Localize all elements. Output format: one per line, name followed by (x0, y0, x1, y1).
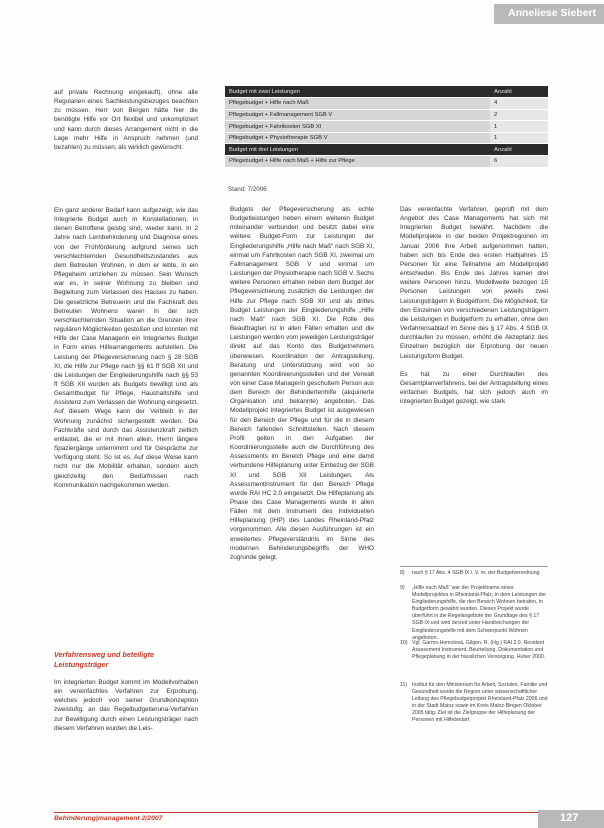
table-header-row (225, 144, 548, 156)
footnote (400, 585, 548, 642)
table-caption: Stand: 7/2006 (228, 186, 267, 193)
column3-text (400, 205, 548, 406)
table-cell-label: Pflegebudget + Physiotherapie SGB V (225, 132, 490, 144)
footnote-number: 10) (400, 640, 408, 646)
footnote (400, 640, 548, 661)
table-row (225, 98, 548, 110)
footnote (400, 570, 548, 577)
table-cell-value: 1 (490, 121, 548, 133)
table-cell-value: 6 (490, 156, 548, 168)
table-cell-label: Pflegebudget + Fallmanagement SGB V (225, 109, 490, 121)
footnote-divider (400, 566, 548, 567)
table-cell-value: 4 (490, 98, 548, 110)
table-cell-label: Pflegebudget + Fahrtkosten SGB XI (225, 121, 490, 133)
table-header-label: Budget mit zwei Leistungen (225, 86, 490, 98)
column1-bottom-text (54, 678, 198, 733)
table-header-value: Anzahl (490, 86, 548, 98)
paragraph: Das vereinfachte Verfahren, geprüft mit dem Angebot des Case Managements hat sich mit Integrierten Budget bewährt. Nachdem die Modellprojekte in der beiden Projektregionen im Januar 2006 ihre Arbeit aufgenommen hatten, haben sich bis Ende des ersten Halbjahres 15 Personen für eine Teilnahme am Modellprojekt entschieden. Bis Ende des Jahres kamen drei weitere Personen hinzu. Modellweite bezogen 15 Personen Leistungen von jeweils zwei Leistungsträgern in Budgetform. Die Möglichkeit, für den Einzelnen von verschiedenen Leistungsträgern die Leistungen in Budgetform zu erhalten, ohne den Verfahrensablauf im Sinne des § 17 Abs. 4 SGB IX durchlaufen zu müssen, erhöht die Akzeptanz des Einzelnen bezüglich der Erprobung der neuen Leistungsform Budget. (400, 206, 548, 360)
journal-name: Behinderung|management 2/2007 (54, 815, 163, 822)
footnote-number: 9) (400, 585, 405, 591)
page-number: 127 (560, 812, 579, 824)
table-header-value: Anzahl (490, 144, 548, 156)
section-heading: Verfahrensweg und beteiligte Leistungsträger (54, 650, 154, 669)
table-row (225, 156, 548, 168)
paragraph: auf private Rechnung eingekauft), ohne alle Regularien eines Sachleistungsbezuges beachten zu müssen. Herr von Bergen hätte hier die benötigte Hilfe vor Ort flexibel und unkompliziert und kann durch dieses Arrangement nicht in die Lage mehr Hilfe in Anspruch nehmen (und bezahlen) zu müssen, als wirklich gewünscht. (54, 89, 198, 151)
footer-divider (54, 812, 548, 813)
table-cell-label: Pflegebudget + Hilfe nach Maß + Hilfe zur Pflege (225, 156, 490, 168)
paragraph: Budgets der Pflegeversicherung als echte Budgetleistungen neben einem weiteren Budget miteinander verbunden und besitzt dabei eine weitere Budget-Form zur Leistungen der Eingliederungshilfe „Hilfe nach Maß“ nach SGB XI, einmal um Fahrtkosten nach SGB XI, zweimal um Fallmanagement SGB V und einmal um Leistungen der Physiotherapie nach SGB V. Sechs weitere Personen erhalten neben dem Budget der Pflegeversicherung zusätzlich die Leistungen der Hilfe zur Pflege nach SGB XII und als drittes Budget Leistungen der Eingliederungshilfe „Hilfe nach Maß“ nach SGB XI. Die Rolle des Beauftragten ist in allen Fällen erhalten und die Leistungen werden vom jeweiligen Leistungsträger direkt auf das Konto des Budgetnehmers überwiesen. Koordination der Antragstellung, Beratung und Unterstützung wird von so genannten Koordinierungsstellen und der Verwalt von einer Case Managerin geschultem Person aus dem Bereich der Behindertenhilfe (akquirierte Organisation und bekannte) angeboten. Das Modellprojekt Integriertes Budget ist ausgewiesen für den Bereich der Pflege und für die in diesem Bereich fallenden Schnittstellen. Nach diesem Profil gelten in den Aufgaben der Koordinierungsstelle auch die Durchführung des Assessments im Bereich Pflege und eine damit verbundene Hilfeplanung unter Einbezug der SGB XI und SGB XII Leistungen. Als Assessmentinstrument für den Bereich Pflege wurde RAI HC 2.0 eingesetzt. Die Hilfeplanung als Phase des Case Managements wurde in allen Fällen mit dem Instrument des Individuellen Hilfeplanung (IHP) des Landes Rheinland-Pfalz vorgenommen. Alle diesen Ausführungen ist ein erweitertes Pflegeverständnis im Sinne des modernen Behinderungsbegriffs der WHO zugrunde gelegt. (230, 206, 375, 561)
author-name: Anneliese Siebert (508, 7, 597, 19)
table-cell-value: 1 (490, 132, 548, 144)
table-row (225, 132, 548, 144)
column2-text (230, 205, 374, 562)
budget-table (225, 86, 548, 168)
footnote-number: 8) (400, 570, 405, 576)
paragraph: Es hat zu einer Durchlaufen des Gesamtplanverfahrens, bei der Antragstellung eines einfachen Budgets, hat sich jedoch auch im integrierten Budget gezeigt, wie stark (400, 370, 548, 406)
author-bar (494, 4, 604, 24)
table-cell-label: Pflegebudget + Hilfe nach Maß (225, 98, 490, 110)
table-header-label: Budget mit drei Leistungen (225, 144, 490, 156)
footnote-text: „Hilfe nach Maß“ war der Projektname eines Modellprojektes in Rheinland-Pfalz, in dem Leistungen der Eingliederungshilfe, die den Bereich Wohnen betrafen, in Budgetform gewährt wurden. Dieses Projekt wurde überführt in die Regelangebote der Grundlage des § 17 SGB IX und wird derzeit unter Handreichungen der Eingliederungshilfe mit dem Schwerpunkt Wohnen angeboten. (412, 585, 547, 641)
column1-top-text (54, 88, 198, 152)
footnote-text: nach § 17 Abs. 4 SGB IX i. V. m. der Budgetverordnung (412, 570, 540, 576)
table-row (225, 121, 548, 133)
table-row (225, 109, 548, 121)
table-header-row (225, 86, 548, 98)
paragraph: Ein ganz anderer Bedarf kann aufgezeigt, wie das Integrierte Budget auch in Konstellationen, in denen Betroffene geistig sind, wieder kann. In 2 Jahre nach Lernbehinderung und Diagnose eines von der Frühförderung aufgrund seines sich verschlechternden Gesundheitszustandes aus dem Betreuten Wohnen, in dem er lebte, in ein Pflegeheim umziehen zu müssen. Sein Wunsch war es, in seiner Wohnung zu bleiben und Begleitung zum Verlassen des Hauses zu haben. Die gesetzliche Betreuerin und die Fachkraft des Betreuten Wohnens waren in der sich verschlechternden Situation an die Grenzen ihrer regulären Möglichkeiten gestoßen und konnten mit Hilfe der Case Managerin ein Integriertes Budget in Form eines Hilfearrangements aufstellen. Die Leistung der Pflegeversicherung nach § 28 SGB XI, die Hilfe zur Pflege nach §§ 61 ff SGB XII und die Leistungen der Eingliederungshilfe nach §§ 53 ff SGB XII wurden als Budgets bewilligt und als Gesamtbudget für Pflege, Haushaltshilfe und Assistenz zum Verlassen der Wohnung eingesetzt. Auf diesem Wege kann der Verbleib in der Wohnung zunächst sichergestellt werden. Die Fachkräfte sind durch das Assistenzkraft zeitlich entlastet, die er mit ihnen allein. Herrn längere Spaziergänge unternimmt und für Gespräche zur Verfügung steht. So ist es. Auf diese Weise kann nicht nur die Mobilität erhalten, sondern auch gleichzeitig den Bedürfnissen nach Kommunikation nachgekommen werden. (54, 207, 198, 489)
column1-mid-text (54, 206, 198, 490)
footnote-number: 11) (400, 682, 408, 688)
footnote (400, 682, 548, 725)
table-cell-value: 2 (490, 109, 548, 121)
paragraph: Im integrierten Budget kommt im Modellvorhaben ein vereinfachtes Verfahren zur Erprobung, welches jedoch von seiner Grundkonzeption zweistufig, an das Regelbudgetieruna-Verfahren zur Bewilligung durch einen Leistungsträger nach diesem Verfahren wurden die Leis- (54, 679, 198, 732)
footnote-text: Institut für den Ministerium für Arbeit, Soziales, Familie und Gesundheit wurde die Region unter wissenschaftlicher Leitung des Pflegebudgetprojekt Rheinland-Pfalz 2006 und in der Stadt Mainz sowie im Kreis Mainz-Bingen Oktober 2005 tätig. Ziel ist die Zielgruppe der Hilfeplanung der Personen mit Hilfebedarf. (412, 682, 548, 724)
footnote-text: Vgl. Garms-Homolová, Gilgen, R. (Hg.) RAI 2.0. Resident Assessment Instrument. Beurteilung, Dokumentation und Pflegeplanung in der häuslichen Versorgung. Huber 2000. (412, 640, 546, 661)
